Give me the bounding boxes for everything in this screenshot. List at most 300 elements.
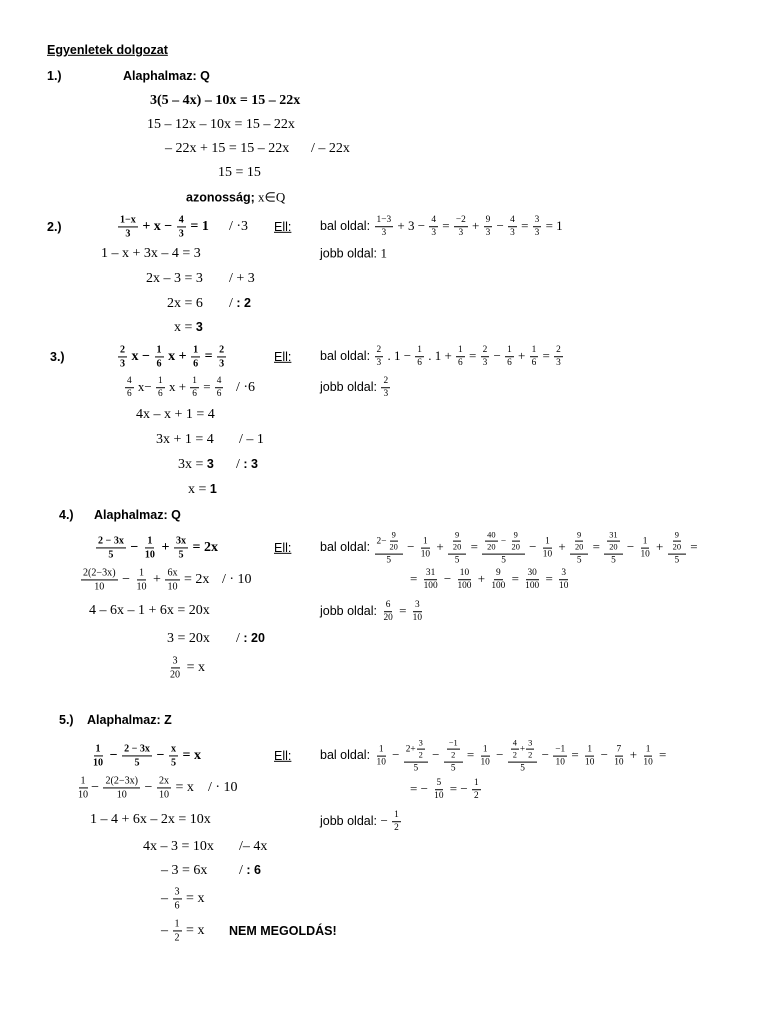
fraction-denominator bbox=[638, 549, 651, 560]
fraction-denominator bbox=[422, 581, 440, 592]
math-text: = bbox=[542, 570, 557, 586]
label-text-bold: : 3 bbox=[243, 456, 258, 471]
fraction bbox=[81, 567, 118, 592]
math-text: = 2x bbox=[180, 572, 210, 588]
fraction-denominator bbox=[384, 554, 393, 565]
math-text: 1 bbox=[473, 778, 479, 789]
fraction-denominator bbox=[523, 581, 541, 592]
math-text: /– 4x bbox=[239, 838, 268, 854]
math-text: 10 bbox=[158, 789, 170, 801]
math-text: = bbox=[438, 217, 453, 233]
math-text: 3 bbox=[458, 228, 464, 239]
fraction bbox=[76, 775, 90, 800]
fraction-denominator bbox=[157, 789, 171, 801]
fraction bbox=[381, 376, 390, 400]
equation-step bbox=[161, 863, 207, 879]
math-text: 3 bbox=[174, 886, 180, 898]
fraction-denominator bbox=[115, 789, 129, 801]
math-text: 20 bbox=[574, 541, 584, 552]
math-text: 20 bbox=[383, 613, 393, 624]
fraction-numerator bbox=[575, 531, 583, 542]
label-text: bal oldal: bbox=[320, 348, 374, 363]
check-line bbox=[320, 215, 563, 239]
check-label: Ell: bbox=[274, 349, 292, 364]
math-text: − bbox=[106, 748, 122, 764]
fraction bbox=[454, 215, 468, 239]
math-text: + bbox=[555, 538, 569, 554]
fraction bbox=[444, 739, 463, 774]
math-text: = x bbox=[172, 780, 194, 796]
label-text: bal oldal: bbox=[320, 539, 374, 554]
math-text: 5 bbox=[674, 555, 680, 566]
math-text: 1 bbox=[138, 567, 145, 579]
fraction bbox=[392, 810, 401, 834]
fraction bbox=[375, 345, 384, 369]
task-number: 1.) bbox=[47, 68, 62, 83]
math-text: 5 bbox=[178, 549, 184, 561]
math-text: − bbox=[380, 812, 392, 828]
math-text: 1 bbox=[642, 536, 648, 547]
math-text: 10 bbox=[93, 757, 104, 769]
math-text: 15 – 12x – 10x = 15 – 22x bbox=[147, 116, 295, 132]
math-text: − bbox=[388, 746, 403, 762]
math-text: 1 bbox=[95, 743, 101, 755]
math-text: x∈Q bbox=[254, 189, 286, 205]
math-text: = 1 bbox=[186, 219, 209, 235]
fraction bbox=[481, 345, 490, 369]
math-text: 1 bbox=[423, 536, 428, 547]
math-text: 2 bbox=[451, 749, 456, 760]
math-text: 31 bbox=[425, 568, 436, 579]
math-text: . 1 + bbox=[424, 347, 456, 363]
fraction-numerator bbox=[554, 345, 563, 357]
check-line bbox=[320, 810, 402, 834]
fraction-denominator bbox=[381, 389, 390, 400]
math-text: 10 bbox=[555, 757, 565, 768]
fraction bbox=[554, 345, 563, 369]
math-text: 2x bbox=[158, 775, 170, 787]
math-text: 5 bbox=[108, 549, 114, 561]
fraction-denominator bbox=[165, 581, 179, 593]
math-text: 1 bbox=[587, 744, 593, 755]
math-text: 10 bbox=[643, 757, 653, 768]
fraction-denominator bbox=[419, 549, 432, 560]
step-operation bbox=[311, 141, 350, 157]
math-text: 4 bbox=[431, 215, 436, 226]
fraction-numerator bbox=[607, 531, 619, 542]
fraction-numerator bbox=[156, 376, 165, 388]
fraction-denominator bbox=[379, 228, 388, 239]
math-text: = bbox=[410, 570, 421, 586]
math-text: / bbox=[229, 295, 237, 311]
fraction bbox=[541, 536, 554, 560]
fraction-denominator bbox=[485, 542, 497, 552]
fraction-denominator bbox=[417, 750, 425, 760]
fraction-denominator bbox=[554, 358, 563, 369]
math-text: 2− bbox=[376, 536, 387, 547]
math-text: = − bbox=[410, 780, 432, 796]
fraction-denominator bbox=[456, 358, 465, 369]
math-text: 6 bbox=[507, 358, 512, 369]
label-text-bold: : 2 bbox=[236, 295, 251, 310]
math-text: + bbox=[157, 540, 173, 556]
math-text: 10 bbox=[412, 613, 422, 624]
math-text: 1−3 bbox=[376, 215, 392, 226]
fraction-numerator bbox=[472, 778, 481, 790]
fraction-numerator bbox=[456, 345, 465, 357]
math-text: 3 bbox=[381, 228, 387, 239]
math-text: + bbox=[468, 217, 483, 233]
math-text: 10 bbox=[640, 549, 650, 560]
fraction bbox=[387, 531, 399, 553]
fraction-denominator bbox=[177, 228, 186, 240]
step-operation bbox=[236, 631, 265, 647]
fraction bbox=[118, 214, 138, 239]
math-text: 5 bbox=[134, 757, 140, 769]
math-text: 5 bbox=[576, 555, 582, 566]
math-text: 1 bbox=[645, 744, 651, 755]
fraction-numerator bbox=[553, 744, 567, 756]
check-line bbox=[320, 739, 666, 774]
fraction-denominator bbox=[156, 389, 165, 400]
fraction bbox=[156, 376, 165, 400]
fraction-denominator bbox=[481, 358, 490, 369]
fraction bbox=[641, 744, 654, 768]
fraction bbox=[429, 215, 438, 239]
fraction bbox=[381, 600, 394, 624]
equation-step bbox=[150, 93, 300, 109]
fraction bbox=[165, 567, 179, 592]
math-text: 1 bbox=[507, 345, 512, 356]
equation-step bbox=[218, 165, 261, 181]
math-text: = 1 bbox=[542, 217, 563, 233]
fraction-denominator bbox=[76, 789, 90, 801]
fraction bbox=[671, 531, 683, 553]
math-text: 20 bbox=[452, 541, 462, 552]
fraction bbox=[451, 531, 463, 553]
math-text: = x bbox=[182, 891, 205, 907]
fraction-numerator bbox=[413, 600, 422, 612]
fraction-numerator bbox=[447, 739, 460, 750]
fraction bbox=[375, 215, 394, 239]
check-line bbox=[320, 600, 425, 624]
fraction-denominator bbox=[455, 581, 473, 592]
math-text: 3 bbox=[120, 358, 126, 370]
fraction-numerator bbox=[118, 344, 127, 357]
math-text: − bbox=[525, 538, 540, 554]
fraction-denominator bbox=[557, 581, 570, 592]
math-text: 6 bbox=[385, 600, 391, 611]
fraction bbox=[523, 568, 541, 592]
math-text: 5 bbox=[386, 555, 392, 566]
equation-step bbox=[167, 631, 210, 647]
math-text: / – 22x bbox=[311, 140, 350, 156]
math-text: − bbox=[538, 746, 553, 762]
equation-step bbox=[101, 246, 201, 262]
math-text: 3 bbox=[485, 228, 491, 239]
math-text: 2 bbox=[120, 344, 126, 356]
step-operation bbox=[208, 780, 238, 796]
math-text: 9 bbox=[674, 529, 679, 540]
step-operation bbox=[236, 380, 255, 396]
fraction-numerator bbox=[415, 345, 424, 357]
label-text-bold: 3 bbox=[206, 456, 214, 471]
equation-step bbox=[95, 535, 218, 560]
math-text: 10 bbox=[559, 581, 569, 592]
fraction-numerator bbox=[381, 376, 390, 388]
fraction bbox=[638, 536, 651, 560]
equation-step bbox=[161, 918, 204, 943]
fraction-denominator bbox=[168, 669, 182, 681]
fraction bbox=[583, 744, 596, 768]
fraction-denominator bbox=[173, 900, 182, 912]
check-line bbox=[320, 531, 698, 566]
math-text: 100 bbox=[423, 581, 438, 592]
fraction-denominator bbox=[499, 554, 508, 565]
fraction-numerator bbox=[505, 345, 514, 357]
fraction-numerator bbox=[533, 215, 542, 227]
fraction-denominator bbox=[530, 358, 539, 369]
math-text: = x bbox=[183, 660, 205, 676]
fraction bbox=[489, 568, 507, 592]
fraction bbox=[526, 739, 534, 761]
math-text: 10 bbox=[434, 791, 444, 802]
math-text: / · 10 bbox=[222, 571, 252, 587]
math-text: 2 bbox=[418, 749, 423, 760]
fraction-denominator bbox=[215, 389, 224, 400]
label-text-bold: : 20 bbox=[243, 630, 265, 645]
fraction bbox=[485, 531, 497, 553]
check-line bbox=[410, 568, 571, 592]
equation-step bbox=[178, 457, 214, 473]
fraction bbox=[169, 743, 178, 768]
fraction-denominator bbox=[541, 549, 554, 560]
fraction bbox=[612, 744, 625, 768]
math-text: − bbox=[141, 780, 156, 796]
math-text: − bbox=[498, 536, 509, 547]
math-text: 1−x bbox=[120, 214, 136, 226]
math-text: 1 bbox=[458, 345, 463, 356]
math-text: + x − bbox=[138, 219, 176, 235]
label-text: bal oldal: bbox=[320, 747, 374, 762]
equation-step bbox=[117, 344, 227, 369]
math-text: 6 bbox=[216, 389, 222, 400]
check-label: Ell: bbox=[274, 219, 292, 234]
fraction-denominator bbox=[375, 757, 388, 768]
math-text: = bbox=[517, 217, 532, 233]
math-text: . 1 − bbox=[384, 347, 415, 363]
fraction-numerator bbox=[585, 744, 594, 756]
math-text: − bbox=[152, 748, 168, 764]
fraction-denominator bbox=[217, 358, 226, 370]
fraction-numerator bbox=[615, 744, 624, 756]
math-text: 1 – 4 + 6x – 2x = 10x bbox=[90, 811, 211, 827]
math-text: − bbox=[492, 746, 507, 762]
fraction bbox=[173, 918, 182, 943]
math-text: 5 bbox=[611, 555, 616, 566]
equation-step bbox=[90, 743, 201, 768]
fraction-numerator bbox=[191, 344, 200, 357]
math-text: / + 3 bbox=[229, 270, 255, 286]
math-text: 2 bbox=[376, 345, 382, 356]
math-text: + bbox=[514, 347, 529, 363]
math-text: 3 bbox=[556, 358, 561, 369]
fraction-denominator bbox=[456, 228, 465, 239]
math-text: / bbox=[236, 630, 244, 646]
fraction bbox=[125, 376, 134, 400]
fraction bbox=[404, 739, 428, 774]
fraction bbox=[122, 743, 152, 768]
math-text: 2 bbox=[556, 345, 561, 356]
fraction-denominator bbox=[484, 228, 493, 239]
fraction-numerator bbox=[481, 345, 490, 357]
label-text-bold: azonosság; bbox=[186, 190, 255, 205]
fraction bbox=[607, 531, 619, 553]
fraction-denominator bbox=[479, 757, 492, 768]
equation-step bbox=[90, 812, 211, 828]
step-operation bbox=[239, 432, 264, 448]
math-text: 3x = bbox=[178, 456, 207, 472]
fraction-numerator bbox=[668, 531, 686, 555]
fraction-denominator bbox=[526, 750, 534, 760]
fraction-denominator bbox=[573, 542, 585, 552]
fraction-numerator bbox=[404, 739, 428, 763]
fraction-denominator bbox=[554, 757, 567, 768]
math-text: / – 1 bbox=[239, 431, 264, 447]
fraction bbox=[177, 214, 186, 239]
fraction-denominator bbox=[505, 358, 514, 369]
fraction-numerator bbox=[81, 567, 118, 580]
math-text: 20 bbox=[389, 541, 398, 552]
fraction-denominator bbox=[673, 554, 682, 565]
math-text: 2(2−3x) bbox=[105, 775, 139, 787]
math-text: / bbox=[236, 456, 244, 472]
fraction bbox=[375, 531, 403, 566]
step-operation bbox=[239, 839, 267, 855]
fraction-numerator bbox=[494, 568, 503, 580]
fraction-denominator bbox=[191, 358, 200, 370]
math-text: / ·6 bbox=[236, 379, 256, 395]
fraction-numerator bbox=[570, 531, 588, 555]
math-text: −1 bbox=[448, 737, 458, 748]
math-text: 5 bbox=[454, 555, 460, 566]
fraction-denominator bbox=[173, 932, 182, 944]
math-text: 6 bbox=[531, 358, 537, 369]
math-text: 9 bbox=[577, 529, 582, 540]
math-text: 6 bbox=[127, 389, 132, 400]
fraction bbox=[455, 568, 473, 592]
fraction bbox=[570, 531, 588, 566]
label-text-bold: 1 bbox=[209, 481, 217, 496]
check-line bbox=[410, 778, 482, 802]
task-domain: Alaphalmaz: Q bbox=[94, 507, 181, 522]
fraction bbox=[143, 535, 157, 560]
math-text: 4 bbox=[178, 214, 184, 226]
fraction-numerator bbox=[454, 215, 468, 227]
math-text: 10 bbox=[78, 789, 89, 801]
fraction bbox=[557, 568, 570, 592]
math-text: 4 bbox=[127, 376, 132, 387]
math-text: 4 – 6x – 1 + 6x = 20x bbox=[89, 602, 210, 618]
fraction-numerator bbox=[118, 214, 138, 227]
fraction-numerator bbox=[526, 739, 534, 750]
fraction-numerator bbox=[217, 344, 226, 357]
fraction-denominator bbox=[411, 613, 424, 624]
step-operation bbox=[229, 271, 255, 287]
fraction-numerator bbox=[94, 743, 103, 756]
fraction-numerator bbox=[453, 531, 461, 542]
equation-step bbox=[161, 886, 204, 911]
fraction-denominator bbox=[123, 228, 132, 240]
fraction bbox=[447, 739, 460, 761]
math-text: 2 bbox=[219, 344, 225, 356]
fraction-numerator bbox=[137, 567, 146, 580]
fraction bbox=[472, 778, 481, 802]
math-text: 2 bbox=[174, 932, 180, 944]
step-operation bbox=[222, 572, 252, 588]
equation-step bbox=[75, 775, 194, 800]
math-text: 6 bbox=[193, 358, 199, 370]
math-text: = x bbox=[179, 748, 201, 764]
math-text: 2x – 3 = 3 bbox=[146, 270, 203, 286]
math-text: 2 bbox=[473, 791, 479, 802]
fraction bbox=[510, 531, 522, 553]
fraction-numerator bbox=[508, 215, 517, 227]
math-text: 1 bbox=[80, 775, 86, 787]
fraction bbox=[511, 739, 519, 761]
math-text: = bbox=[465, 347, 480, 363]
math-text: 10 bbox=[420, 549, 431, 560]
task-number: 5.) bbox=[59, 712, 74, 727]
math-text: − bbox=[623, 538, 638, 554]
equation-step bbox=[136, 407, 215, 423]
fraction-denominator bbox=[91, 757, 105, 769]
math-text: x + bbox=[164, 349, 191, 365]
fraction bbox=[482, 531, 525, 566]
math-text: – bbox=[161, 891, 172, 907]
check-label: Ell: bbox=[274, 748, 292, 763]
math-text: + bbox=[652, 538, 667, 554]
fraction-numerator bbox=[145, 535, 154, 548]
fraction-numerator bbox=[530, 345, 539, 357]
fraction bbox=[191, 344, 200, 369]
math-text: 10 bbox=[480, 757, 490, 768]
math-text: = bbox=[467, 538, 482, 554]
math-text: 6x bbox=[167, 567, 178, 579]
math-text: 1 bbox=[394, 810, 399, 821]
fraction-numerator bbox=[424, 568, 437, 580]
math-text: 20 bbox=[511, 541, 520, 552]
math-text: 1 bbox=[417, 345, 422, 356]
fraction-denominator bbox=[415, 358, 424, 369]
math-text: 4 bbox=[216, 376, 222, 387]
math-text: 3x bbox=[175, 535, 187, 547]
fraction-denominator bbox=[511, 750, 519, 760]
fraction-numerator bbox=[543, 536, 552, 548]
math-text: − bbox=[118, 572, 134, 588]
math-text: 3 bbox=[219, 358, 225, 370]
math-text: 3 bbox=[172, 655, 178, 667]
label-text: jobb oldal: bbox=[320, 379, 381, 394]
fraction-numerator bbox=[481, 744, 490, 756]
step-operation bbox=[229, 219, 248, 235]
fraction-denominator bbox=[169, 757, 178, 769]
fraction-denominator bbox=[641, 757, 654, 768]
math-text: − bbox=[428, 746, 443, 762]
fraction-numerator bbox=[375, 215, 394, 227]
verdict: NEM MEGOLDÁS! bbox=[229, 923, 337, 938]
math-text: 3 bbox=[178, 228, 184, 240]
